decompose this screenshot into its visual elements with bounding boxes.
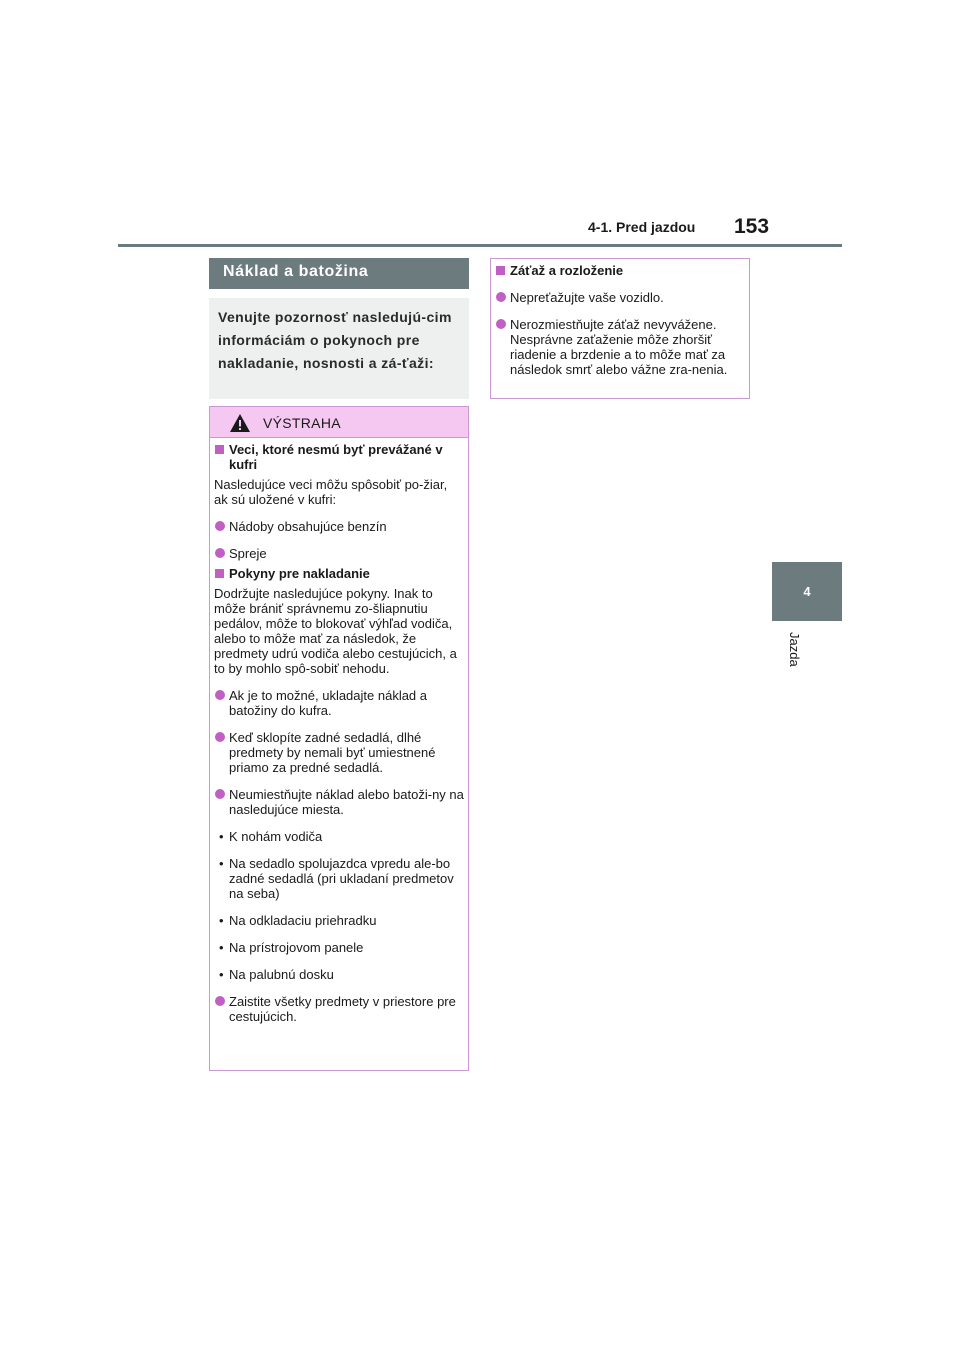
paragraph <box>214 477 464 507</box>
bullet-item <box>495 290 745 305</box>
circle-bullet-icon <box>215 996 225 1006</box>
warning-box <box>209 406 469 1071</box>
topic-title-bar <box>209 258 469 289</box>
item-text: Nepreťažujte vaše vozidlo. <box>510 290 664 305</box>
warning-triangle-icon <box>229 413 251 433</box>
item-text: Na palubnú dosku <box>229 967 334 982</box>
item-text: Ak je to možné, ukladajte náklad a batožiny do kufra. <box>229 688 428 718</box>
item-text: Neumiestňujte náklad alebo batoži-ny na nasledujúce miesta. <box>229 787 464 817</box>
section-heading <box>495 263 745 278</box>
dot-bullet-icon: • <box>219 967 224 982</box>
item-text: Zaistite všetky predmety v priestore pre cestujúcich. <box>229 994 456 1024</box>
item-text: Nerozmiestňujte záťaž nevyvážene. Nesprávne zaťaženie môže zhoršiť riadenie a brzdenie a to môže mať za následok smrť alebo vážne zra-nenia. <box>510 317 728 377</box>
dot-bullet-icon: • <box>219 940 224 955</box>
bullet-item <box>214 688 464 718</box>
section-heading <box>214 566 464 581</box>
dot-bullet-icon: • <box>219 913 224 928</box>
square-bullet-icon <box>496 266 505 275</box>
bullet-item <box>495 317 745 377</box>
chapter-number: 4 <box>803 584 811 599</box>
sub-list-item <box>214 967 464 982</box>
section-title: 4-1. Pred jazdou <box>588 219 696 235</box>
item-text: Pokyny pre nakladanie <box>229 566 370 581</box>
circle-bullet-icon <box>215 732 225 742</box>
item-text: K nohám vodiča <box>229 829 323 844</box>
circle-bullet-icon <box>215 521 225 531</box>
item-text: Dodržujte nasledujúce pokyny. Inak to môže brániť správnemu zo-šliapnutiu pedálov, môže to blokovať výhľad vodiča, alebo to môže mať za následok, že predmety udrú vodiča alebo cestujúcich, a to by mohlo spô-sobiť nehodu. <box>214 586 457 676</box>
chapter-label-wrap <box>786 632 806 692</box>
load-distribution-content <box>495 263 745 377</box>
dot-bullet-icon: • <box>219 829 224 844</box>
item-text: Spreje <box>229 546 267 561</box>
warning-content <box>214 442 464 1024</box>
item-text: Nasledujúce veci môžu spôsobiť po-žiar, ak sú uložené v kufri: <box>214 477 448 507</box>
item-text: Nádoby obsahujúce benzín <box>229 519 387 534</box>
item-text: Keď sklopíte zadné sedadlá, dlhé predmety by nemali byť umiestnené priamo za predné sedadlá. <box>229 730 436 775</box>
sub-list-item <box>214 940 464 955</box>
warning-title: VÝSTRAHA <box>263 415 341 431</box>
circle-bullet-icon <box>215 690 225 700</box>
chapter-label: Jazda <box>787 632 802 667</box>
item-text: Na odkladaciu priehradku <box>229 913 377 928</box>
square-bullet-icon <box>215 569 224 578</box>
load-distribution-box <box>490 258 750 399</box>
bullet-item <box>214 546 464 561</box>
sub-list-item <box>214 913 464 928</box>
item-text: Veci, ktoré nesmú byť prevážané v kufri <box>229 442 443 472</box>
bullet-item <box>214 994 464 1024</box>
item-text: Na sedadlo spolujazdca vpredu ale-bo zadné sedadlá (pri ukladaní predmetov na seba) <box>229 856 454 901</box>
chapter-tab <box>772 562 842 621</box>
warning-header <box>210 407 468 438</box>
item-text: Záťaž a rozloženie <box>510 263 624 278</box>
circle-bullet-icon <box>215 789 225 799</box>
section-heading <box>214 442 464 472</box>
circle-bullet-icon <box>496 319 506 329</box>
header-divider <box>118 244 842 247</box>
bullet-item <box>214 787 464 817</box>
intro-box <box>209 298 469 399</box>
sub-list-item <box>214 856 464 901</box>
bullet-item <box>214 519 464 534</box>
bullet-item <box>214 730 464 775</box>
intro-text: Venujte pozornosť nasledujú-cim informáciám o pokynoch pre nakladanie, nosnosti a zá-ťaži: <box>218 309 452 371</box>
square-bullet-icon <box>215 445 224 454</box>
paragraph <box>214 586 464 676</box>
dot-bullet-icon: • <box>219 856 224 871</box>
page-number: 153 <box>734 215 770 238</box>
sub-list-item <box>214 829 464 844</box>
item-text: Na prístrojovom panele <box>229 940 364 955</box>
topic-title: Náklad a batožina <box>223 263 369 280</box>
circle-bullet-icon <box>215 548 225 558</box>
circle-bullet-icon <box>496 292 506 302</box>
